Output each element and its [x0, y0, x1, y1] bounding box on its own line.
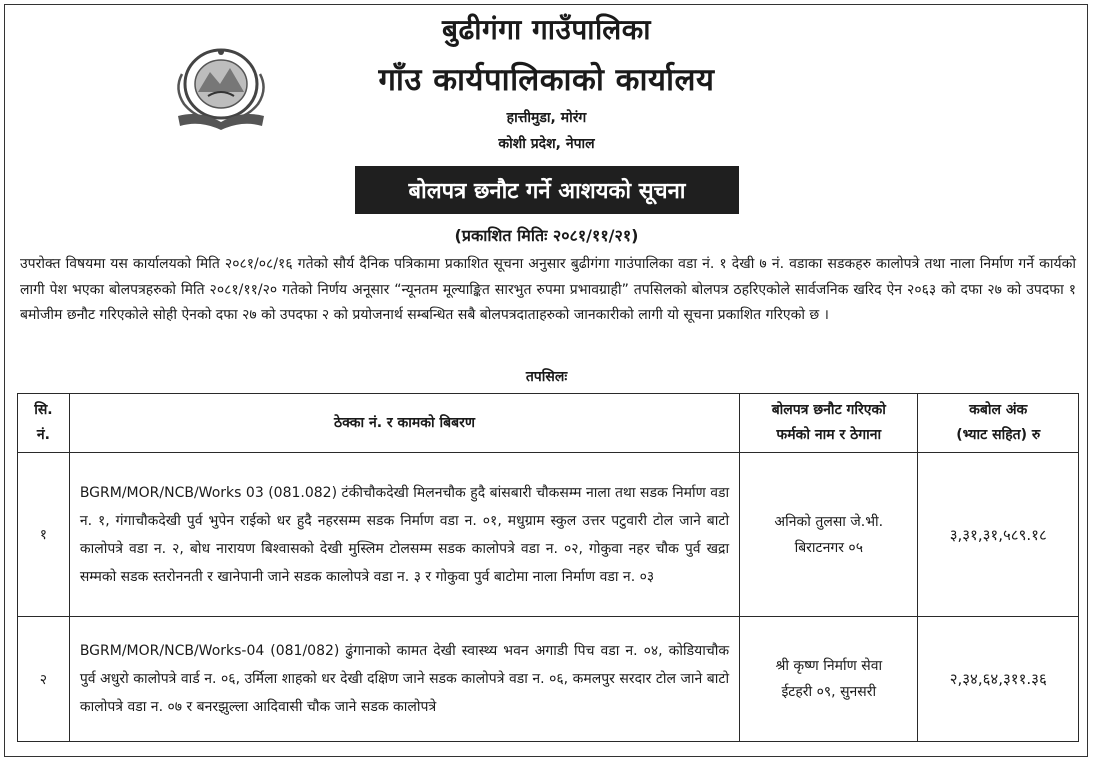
row-serial-number: २ — [18, 617, 70, 742]
row-serial-number: १ — [18, 453, 70, 617]
header-sn-line2: नं. — [36, 427, 50, 443]
row-amount: २,३४,६४,३११.३६ — [918, 617, 1079, 742]
header-firm-line1: बोलपत्र छनौट गरिएको — [771, 402, 886, 418]
table-header-row — [18, 394, 1079, 453]
notice-body-text: उपरोक्त विषयमा यस कार्यालयको मिति २०८१/०८/१६ गतेको सौर्य दैनिक पत्रिकामा प्रकाशित सूचना अनुसार बुढीगंगा गाउंपालिका वडा नं. १ देखी ७ नं. वडाका सडकहरु कालोपत्रे तथा नाला निर्माण गर्ने कार्यको लागी पेश भएका बोलपत्रहरुको मिति २०८१/११/२० गतेको निर्णय अनूसार “न्यूनतम मूल्याङ्कित सारभुत रुपमा प्रभावग्राही” तपसिलको बोलपत्र ठहरिएकोले सार्वजनिक खरिद ऐन २०६३ को दफा २७ को उपदफा १ बमोजीम छनौट गरिएकोले सोही ऐनको दफा २७ को उपदफा २ को प्रयोजनार्थ सम्बन्धित सबै बोलपत्रदाताहरुको जानकारीको लागी यो सूचना प्रकाशित गरिएको छ । — [20, 256, 1076, 323]
row-firm-address: ईटहरी ०९, सुनसरी — [781, 684, 877, 700]
tender-table — [17, 393, 1079, 742]
office-name: गाँउ कार्यपालिकाको कार्यालय — [378, 62, 715, 98]
row-firm-address: बिराटनगर ०५ — [794, 539, 863, 556]
notice-title-banner: बोलपत्र छनौट गर्ने आशयको सूचना — [355, 166, 739, 214]
header-amount-line2: (भ्याट सहित) रु — [956, 427, 1041, 443]
row-description: BGRM/MOR/NCB/Works 03 (081.082) टंकीचौकदेखी मिलनचौक हुदै बांसबारी चौकसम्म नाला तथा सडक निर्माण वडा न. १, गंगाचौकदेखी पुर्व भुपेन राईको धर हुदै नहरसम्म सडक निर्माण वडा न. ०१, मधुग्राम स्कुल उत्तर पटुवारी टोल जाने बाटो कालोपत्रे वडा न. २, बोध नारायण बिश्वासको देखी मुस्लिम टोलसम्म सडक कालोपत्रे वडा न. ०२, गोकुवा नहर चौक पुर्व खद्रा सम्मको सडक स्तरोननती र खानेपानी जाने सडक कालोपत्रे वडा न. ३ र गोकुवा पुर्व बाटोमा नाला निर्माण वडा न. ०३ — [69, 453, 739, 617]
table-row — [18, 617, 1079, 742]
header-description: ठेक्का नं. र कामको बिबरण — [69, 394, 739, 453]
header-firm — [740, 394, 918, 453]
address-line-1: हात्तीमुडा, मोरंग — [506, 110, 587, 126]
row-firm — [740, 617, 918, 742]
header-sn-line1: सि. — [34, 402, 53, 418]
row-description: BGRM/MOR/NCB/Works-04 (081/082) ढुंगानाको कामत देखी स्वास्थ्य भवन अगाडी पिच वडा न. ०४, कोडियाचौक पुर्व अधुरो कालोपत्रे वार्ड न. ०६, उर्मिला शाहको धर देखी दक्षिण जाने सडक कालोपत्रे वडा न. ०६, कमलपुर सरदार टोल जाने बाटो कालोपत्रे वडा न. ०७ र बनरझुल्ला आदिवासी चौक जाने सडक कालोपत्रे — [69, 617, 739, 742]
header-firm-line2: फर्मको नाम र ठेगाना — [776, 427, 882, 443]
municipality-name: बुढीगंगा गाउँपालिका — [441, 13, 652, 46]
table-row — [18, 453, 1079, 617]
header-amount — [918, 394, 1079, 453]
row-firm-name: अनिको तुलसा जे.भी. — [774, 513, 884, 530]
header-amount-line1: कबोल अंक — [969, 402, 1028, 418]
row-firm — [740, 453, 918, 617]
tapasil-label: तपसिलः — [525, 369, 568, 385]
address-line-2: कोशी प्रदेश, नेपाल — [498, 136, 595, 152]
row-firm-name: श्री कृष्ण निर्माण सेवा — [775, 658, 883, 674]
row-amount: ३,३१,३१,५८९.१८ — [918, 453, 1079, 617]
publish-date: (प्रकाशित मितिः २०८१/११/२१) — [454, 226, 639, 245]
header-serial-number — [18, 394, 70, 453]
